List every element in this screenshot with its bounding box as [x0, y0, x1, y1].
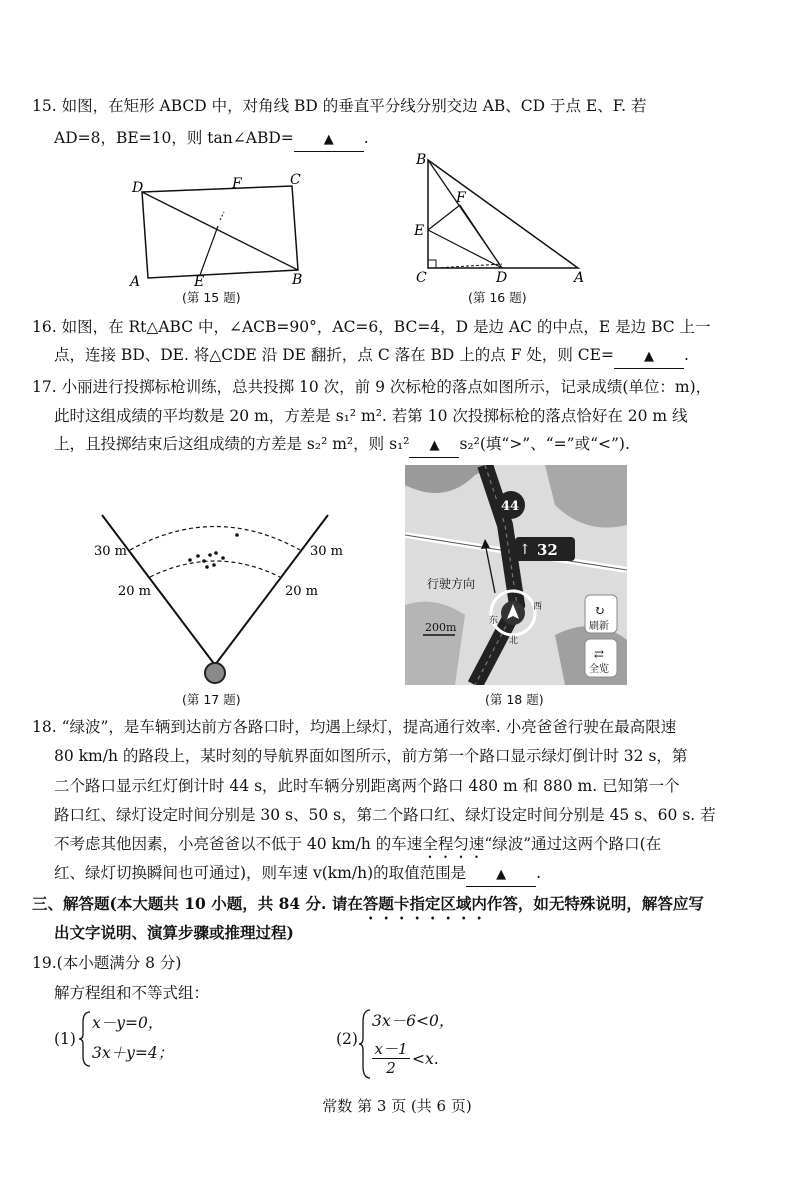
- q19-part1-eq1: x－y=0，: [92, 1014, 164, 1032]
- page-footer: 常数 第 3 页 (共 6 页): [322, 1097, 472, 1115]
- q15-line2-end: .: [363, 129, 369, 147]
- q17-line1: 17. 小丽进行投掷标枪训练，总共投掷 10 次，前 9 次标枪的落点如图所示，记录成绩(单位：m)，: [32, 378, 712, 396]
- q18-line5-end: “绿波”通过这两个路口(在: [484, 835, 662, 853]
- q19-part1-label: (1): [54, 1030, 76, 1048]
- arc-20m: [150, 561, 280, 577]
- direction-label: 行驶方向: [427, 577, 476, 591]
- q19-part2-rest: <x.: [412, 1050, 439, 1068]
- triangle-abc: [428, 160, 578, 268]
- q18-answer-blank: [466, 862, 536, 887]
- segment-e-to-mid: [200, 226, 218, 275]
- q18-line5-text: 不考虑其他因素，小亮爸爸以不低于 40 km/h 的车速: [54, 835, 423, 853]
- q19-part2-denominator: 2: [386, 1059, 396, 1077]
- q18-line3: 二个路口显示红灯倒计时 44 s，此时车辆分别距离两个路口 480 m 和 880 m. 已知第一个: [54, 777, 680, 795]
- section3-line1: [32, 893, 704, 923]
- label-20m-right: 20 m: [285, 584, 319, 599]
- caption-17: (第 17 题): [182, 692, 241, 707]
- q15-line2-text: AD=8，BE=10，则 tan∠ABD=: [54, 129, 294, 147]
- timer2-text: 32: [537, 541, 558, 559]
- timer1-text: 44: [501, 499, 520, 514]
- label-D: D: [496, 270, 508, 285]
- figure-17: [80, 505, 370, 695]
- section3-line1-end: 作答，如无特殊说明，解答应写: [486, 894, 704, 913]
- label-D: D: [132, 180, 144, 196]
- q18-line6: [54, 862, 541, 887]
- q16-answer-blank: [614, 344, 684, 369]
- q18-line6-text: 红、绿灯切换瞬间也可通过)，则车速 v(km/h)的取值范围是: [54, 864, 467, 882]
- landing-point: [188, 558, 192, 562]
- label-C: C: [416, 270, 427, 285]
- q15-line1: 15. 如图，在矩形 ABCD 中，对角线 BD 的垂直平分线分别交边 AB、CD 于点 E、F. 若: [32, 97, 647, 115]
- throwing-circle: [205, 663, 225, 683]
- label-C: C: [290, 172, 301, 188]
- landing-point: [196, 554, 200, 558]
- perp-bisector-dashed: [220, 212, 224, 220]
- landing-points: [188, 533, 239, 569]
- overview-label: 全览: [589, 664, 609, 675]
- compass-west: 西: [533, 602, 543, 612]
- q15-line2: [54, 127, 369, 152]
- figure-15: [120, 170, 320, 290]
- caption-16: (第 16 题): [468, 290, 527, 305]
- segment-fd: [460, 205, 502, 268]
- q16-line2: [54, 344, 689, 369]
- map-area: [405, 602, 465, 685]
- figure-18-navigation-screen: [405, 465, 627, 685]
- q15-answer-mark: ▲: [323, 132, 334, 147]
- q17-answer-mark: ▲: [429, 438, 440, 453]
- q17-line2: 此时这组成绩的平均数是 20 m，方差是 s₁² m². 若第 10 次投掷标枪的落点恰好在 20 m 线: [54, 407, 688, 425]
- scale-label: 200m: [425, 621, 457, 634]
- q19-instruction: 解方程组和不等式组：: [54, 984, 210, 1002]
- q16-answer-mark: ▲: [643, 349, 654, 364]
- right-angle-mark: [428, 260, 436, 268]
- q18-line5: [54, 833, 661, 862]
- q18-line1: 18. “绿波”，是车辆到达前方各路口时，均遇上绿灯，提高通行效率. 小亮爸爸行驶在最高限速: [32, 718, 677, 736]
- q16-line2-text: 点，连接 BD、DE. 将△CDE 沿 DE 翻折，点 C 落在 BD 上的点 F 处，则 CE=: [54, 346, 614, 364]
- label-F: F: [456, 190, 466, 206]
- q17-line3: [54, 433, 630, 458]
- q16-line1: 16. 如图，在 Rt△ABC 中，∠ACB=90°，AC=6，BC=4，D 是边 AC 的中点，E 是边 BC 上一: [32, 318, 711, 336]
- refresh-label: 刷新: [589, 621, 609, 632]
- q18-line5-emphasis: 全程匀速: [422, 835, 485, 853]
- q17-answer-blank: [409, 433, 459, 458]
- landing-point: [214, 551, 218, 555]
- landing-point: [221, 556, 225, 560]
- label-E: E: [194, 274, 205, 290]
- landing-point: [205, 565, 209, 569]
- q19-part2-fraction: [372, 1040, 410, 1077]
- caption-15: (第 15 题): [182, 290, 241, 305]
- label-A: A: [574, 270, 585, 285]
- q19-part2-label: (2): [336, 1030, 358, 1048]
- q17-line3-end: s₂²(填“>”、“=”或“<”).: [459, 435, 630, 453]
- segment-ef: [428, 205, 460, 230]
- q19-part1-eq2: 3x＋y=4；: [92, 1044, 174, 1062]
- section3-line1-text: 三、解答题(本大题共 10 小题，共 84 分. 请在: [32, 894, 363, 913]
- q19-title: 19.(本小题满分 8 分): [32, 954, 182, 972]
- landing-point: [208, 553, 212, 557]
- section3-emphasis: 答题卡指定区域内: [362, 894, 487, 913]
- refresh-icon: ↻: [594, 604, 605, 619]
- rectangle-abcd: [142, 186, 298, 278]
- compass-north: 北: [509, 636, 519, 646]
- label-A: A: [130, 274, 141, 290]
- q18-line4: 路口红、绿灯设定时间分别是 30 s、50 s，第二个路口红、绿灯设定时间分别是 45 s、60 s. 若: [54, 806, 716, 824]
- q18-line6-end: .: [536, 864, 542, 882]
- q16-line2-end: .: [683, 346, 689, 364]
- figure-16: [410, 150, 590, 285]
- q19-part2-brace: [358, 1008, 372, 1080]
- q18-answer-mark: ▲: [496, 867, 507, 882]
- label-B: B: [416, 152, 427, 168]
- label-20m-left: 20 m: [118, 584, 152, 599]
- caption-18: (第 18 题): [485, 692, 544, 707]
- section3-line2: 出文字说明、演算步骤或推理过程): [54, 923, 294, 942]
- up-arrow-icon: ↑: [519, 542, 531, 558]
- segment-de: [428, 230, 502, 268]
- label-E: E: [414, 223, 425, 239]
- q19-part1-brace: [78, 1010, 92, 1068]
- landing-point: [235, 533, 239, 537]
- q19-part2-numerator: x－1: [372, 1040, 410, 1059]
- label-F: F: [232, 176, 242, 192]
- landing-point: [202, 559, 206, 563]
- label-30m-left: 30 m: [94, 544, 128, 559]
- compass-east: 东: [489, 616, 499, 626]
- q15-answer-blank: [294, 127, 364, 152]
- label-30m-right: 30 m: [310, 544, 344, 559]
- diagonal-bd: [142, 192, 298, 270]
- q17-line3-text: 上，且投掷结束后这组成绩的方差是 s₂² m²，则 s₁²: [54, 435, 410, 453]
- label-B: B: [292, 272, 303, 288]
- q19-part2-eq1: 3x－6<0，: [372, 1012, 455, 1030]
- overview-icon: ⇄: [594, 647, 605, 661]
- q18-line2: 80 km/h 的路段上，某时刻的导航界面如图所示，前方第一个路口显示绿灯倒计时 32 s，第: [54, 747, 688, 765]
- arc-30m: [130, 527, 300, 551]
- landing-point: [212, 563, 216, 567]
